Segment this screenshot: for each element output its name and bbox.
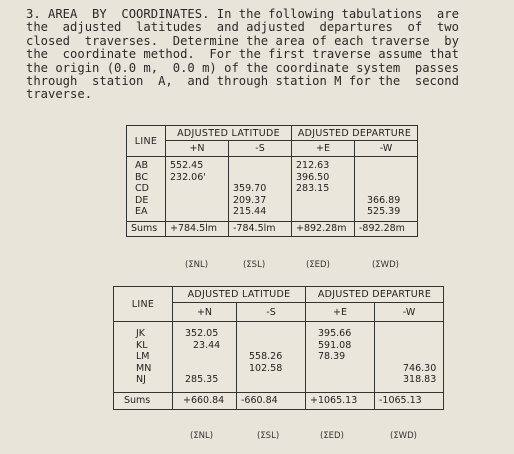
south-header: -S <box>229 141 292 157</box>
south-value <box>249 374 301 386</box>
west-value: 746.30 <box>403 362 437 374</box>
line-name: NJ <box>136 374 146 386</box>
caption-north-sum: (ΣNL) <box>190 431 214 441</box>
east-header: +E <box>292 141 355 157</box>
east-value: 212.63 <box>296 160 330 171</box>
north-value: 23.44 <box>193 339 221 351</box>
east-header: +E <box>306 303 375 322</box>
caption-east-sum: (ΣED) <box>320 431 344 441</box>
line-name: AB <box>135 160 149 171</box>
traverse-table-1 <box>126 125 418 237</box>
caption-south-sum: (ΣSL) <box>243 260 266 270</box>
east-value <box>296 206 350 218</box>
caption-west-sum: (ΣWD) <box>372 260 399 270</box>
caption-north-sum: (ΣNL) <box>185 260 209 270</box>
traverse-table-2 <box>113 286 444 410</box>
problem-line: through station A, and through station M for the second <box>26 75 459 89</box>
south-value: 102.58 <box>249 362 283 374</box>
line-header: LINE <box>114 287 173 322</box>
west-values-cell <box>375 322 444 393</box>
problem-line: the origin (0.0 m, 0.0 m) of the coordinate system passes <box>26 61 459 75</box>
west-value <box>367 160 413 172</box>
caption-east-sum: (ΣED) <box>306 260 330 270</box>
line-name: MN <box>136 362 152 374</box>
line-name: EA <box>135 206 148 218</box>
sum-west: -1065.13 <box>375 392 444 409</box>
west-header: -W <box>355 141 418 157</box>
north-value: 232.06' <box>170 171 206 183</box>
north-value: 352.05 <box>185 328 219 339</box>
west-value: 525.39 <box>367 206 401 218</box>
east-value: 78.39 <box>318 351 346 363</box>
problem-statement <box>26 8 508 102</box>
south-header: -S <box>237 303 306 322</box>
south-value <box>249 340 301 352</box>
east-value: 396.50 <box>296 171 330 183</box>
sum-west: -892.28m <box>355 221 418 236</box>
west-values-cell <box>355 157 418 222</box>
line-name: KL <box>136 339 148 351</box>
east-values-cell <box>306 322 375 393</box>
line-names-cell <box>127 157 166 222</box>
line-name: CD <box>135 183 149 195</box>
north-header: +N <box>166 141 229 157</box>
east-value <box>318 374 370 386</box>
latitude-header: ADJUSTED LATITUDE <box>173 287 306 303</box>
east-value <box>318 363 370 375</box>
sum-north: +660.84 <box>173 392 237 409</box>
south-value: 209.37 <box>233 194 267 206</box>
west-value: 318.83 <box>403 374 437 386</box>
line-name: LM <box>136 351 150 363</box>
sum-east: +1065.13 <box>306 392 375 409</box>
south-values-cell <box>237 322 306 393</box>
north-header: +N <box>173 303 237 322</box>
departure-header: ADJUSTED DEPARTURE <box>306 287 444 303</box>
line-name: DE <box>135 194 149 206</box>
sum-south: -784.5lm <box>229 221 292 236</box>
south-value: 558.26 <box>249 351 283 363</box>
north-value: 285.35 <box>185 374 219 386</box>
west-value <box>403 328 439 340</box>
sum-south: -660.84 <box>237 392 306 409</box>
problem-line: closed traverses. Determine the area of each traverse by <box>26 34 459 48</box>
west-header: -W <box>375 303 444 322</box>
sum-north: +784.5lm <box>166 221 229 236</box>
east-value: 591.08 <box>318 339 352 351</box>
departure-header: ADJUSTED DEPARTURE <box>292 126 418 141</box>
north-values-cell <box>166 157 229 222</box>
line-header: LINE <box>127 126 166 157</box>
caption-south-sum: (ΣSL) <box>257 431 280 441</box>
east-value: 395.66 <box>318 328 352 339</box>
south-value: 359.70 <box>233 183 267 195</box>
west-value <box>367 183 413 195</box>
north-value <box>170 206 224 218</box>
problem-line: 3. AREA BY COORDINATES. In the following tabulations are <box>26 8 459 21</box>
west-value <box>403 351 439 363</box>
south-value <box>249 328 301 340</box>
north-value <box>170 183 224 195</box>
sum-east: +892.28m <box>292 221 355 236</box>
north-value <box>170 195 224 207</box>
north-value: 552.45 <box>170 160 204 171</box>
north-value <box>185 351 232 363</box>
sums-label: Sums <box>114 392 173 409</box>
south-values-cell <box>229 157 292 222</box>
east-value: 283.15 <box>296 183 330 195</box>
south-value <box>233 172 287 184</box>
west-value <box>403 340 439 352</box>
north-values-cell <box>173 322 237 393</box>
latitude-header: ADJUSTED LATITUDE <box>166 126 292 141</box>
east-value <box>296 195 350 207</box>
caption-west-sum: (ΣWD) <box>390 431 417 441</box>
north-value <box>185 363 232 375</box>
line-name: JK <box>136 328 146 339</box>
problem-line: the adjusted latitudes and adjusted departures of two <box>26 21 459 35</box>
problem-line: the coordinate method. For the first traverse assume that <box>26 48 459 62</box>
line-names-cell <box>114 322 173 393</box>
west-value: 366.89 <box>367 194 401 206</box>
sums-label: Sums <box>127 221 166 236</box>
south-value: 215.44 <box>233 206 267 218</box>
line-name: BC <box>135 171 148 183</box>
east-values-cell <box>292 157 355 222</box>
problem-line: traverse. <box>26 88 93 102</box>
west-value <box>367 172 413 184</box>
south-value <box>233 160 287 172</box>
